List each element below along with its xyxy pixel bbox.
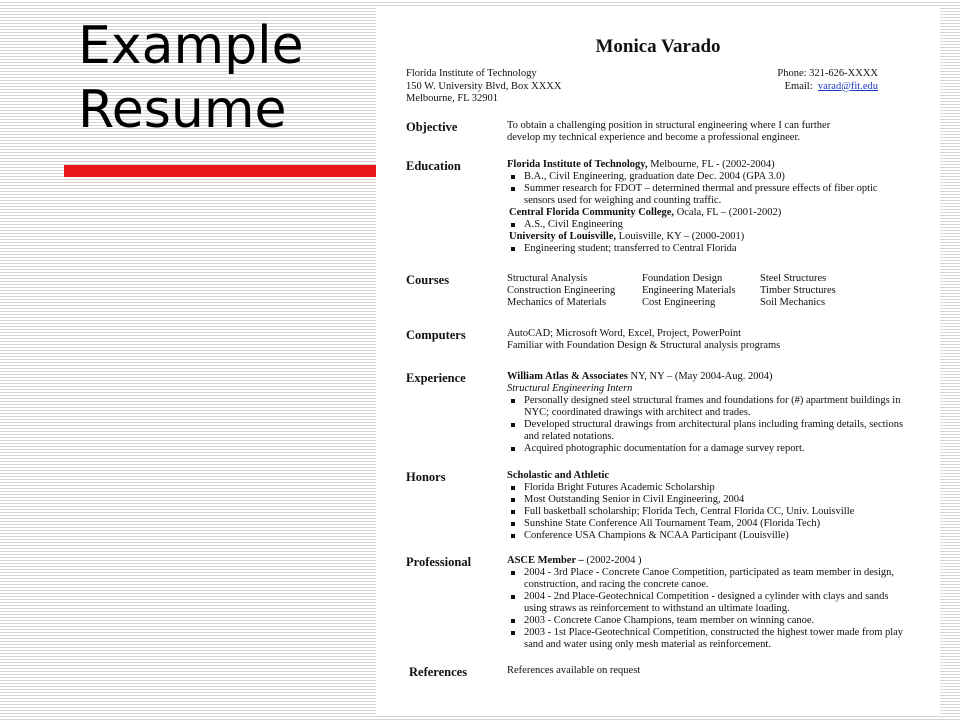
professional-heading bbox=[507, 555, 904, 567]
course-item: Structural Analysis bbox=[507, 273, 588, 284]
list-item: Summer research for FDOT – determined thermal and pressure effects of fiber optic sensors used for weighing and counting traffic. bbox=[507, 183, 904, 207]
school-heading bbox=[507, 159, 904, 171]
bullet-list bbox=[507, 482, 904, 542]
section-label: Education bbox=[406, 159, 461, 173]
bullet-list bbox=[507, 567, 904, 651]
section-label: References bbox=[409, 665, 468, 679]
section-body bbox=[507, 120, 904, 144]
school-detail: Louisville, KY – (2000-2001) bbox=[616, 231, 745, 242]
list-item: 2003 - Concrete Canoe Champions, team member on winning canoe. bbox=[507, 615, 904, 627]
school-name: Central Florida Community College, bbox=[509, 207, 675, 218]
contact-phone-email bbox=[777, 68, 878, 93]
phone-text: Phone: 321-626-XXXX bbox=[777, 68, 878, 79]
courses-grid bbox=[507, 273, 904, 309]
email-label: Email: bbox=[784, 80, 813, 92]
list-item: Florida Bright Futures Academic Scholarship bbox=[507, 482, 904, 494]
list-item: 2003 - 1st Place-Geotechnical Competition, constructed the highest tower made from play sand and water using only mesh material as reinforcement. bbox=[507, 627, 904, 651]
section-label: Honors bbox=[406, 470, 446, 484]
honors-heading bbox=[507, 470, 904, 482]
list-item: Full basketball scholarship; Florida Tech, Central Florida CC, Univ. Louisville bbox=[507, 506, 904, 518]
course-item: Foundation Design bbox=[642, 273, 723, 284]
course-item: Cost Engineering bbox=[642, 297, 716, 308]
list-item: Acquired photographic documentation for a damage survey report. bbox=[507, 443, 904, 455]
section-label: Courses bbox=[406, 273, 450, 287]
bullet-list bbox=[507, 395, 904, 455]
course-item: Steel Structures bbox=[760, 273, 827, 284]
references-text: References available on request bbox=[507, 665, 641, 676]
school-heading bbox=[507, 207, 904, 219]
section-body bbox=[507, 470, 904, 542]
resume-name: Monica Varado bbox=[595, 36, 721, 57]
list-item: 2004 - 3rd Place - Concrete Canoe Competition, participated as team member in design, construction, and racing the concrete canoe. bbox=[507, 567, 904, 591]
section-label: Computers bbox=[406, 328, 466, 342]
course-item: Engineering Materials bbox=[642, 285, 736, 296]
list-item: Most Outstanding Senior in Civil Engineering, 2004 bbox=[507, 494, 904, 506]
list-item: B.A., Civil Engineering, graduation date Dec. 2004 (GPA 3.0) bbox=[507, 171, 904, 183]
list-item: A.S., Civil Engineering bbox=[507, 219, 904, 231]
computers-line: Familiar with Foundation Design & Structural analysis programs bbox=[507, 340, 781, 351]
honors-heading-text: Scholastic and Athletic bbox=[507, 470, 610, 481]
section-label: Objective bbox=[406, 120, 458, 134]
list-item: 2004 - 2nd Place-Geotechnical Competition - designed a cylinder with clays and sands using straws as reinforcement to withstand an ultimate loading. bbox=[507, 591, 904, 615]
objective-line: To obtain a challenging position in structural engineering where I can further bbox=[507, 120, 831, 131]
section-body bbox=[507, 555, 904, 651]
bullet-list bbox=[507, 171, 904, 207]
course-item: Timber Structures bbox=[760, 285, 836, 296]
professional-heading-detail: (2002-2004 ) bbox=[583, 555, 642, 566]
contact-line: 150 W. University Blvd, Box XXXX bbox=[406, 80, 562, 92]
list-item: Sunshine State Conference All Tournament Team, 2004 (Florida Tech) bbox=[507, 518, 904, 530]
section-body bbox=[507, 371, 904, 455]
school-detail: Ocala, FL – (2001-2002) bbox=[674, 207, 782, 218]
course-item: Soil Mechanics bbox=[760, 297, 826, 308]
objective-line: develop my technical experience and become a professional engineer. bbox=[507, 132, 800, 143]
job-title: Structural Engineering Intern bbox=[507, 383, 633, 394]
contact-line: Melbourne, FL 32901 bbox=[406, 93, 499, 104]
list-item: Personally designed steel structural frames and foundations for (#) apartment buildings in NYC; coordinated drawings with architect and trades. bbox=[507, 395, 904, 419]
email-link[interactable]: varad@fit.edu bbox=[817, 80, 878, 92]
email-line bbox=[777, 81, 878, 94]
list-item: Engineering student; transferred to Central Florida bbox=[507, 243, 904, 255]
bullet-list bbox=[507, 243, 904, 255]
school-heading bbox=[507, 231, 904, 243]
contact-line: Florida Institute of Technology bbox=[406, 68, 537, 79]
computers-line: AutoCAD; Microsoft Word, Excel, Project, PowerPoint bbox=[507, 328, 742, 339]
school-detail: Melbourne, FL - (2002-2004) bbox=[647, 159, 775, 170]
resume-page bbox=[376, 6, 940, 716]
professional-heading-text: ASCE Member – bbox=[507, 555, 584, 566]
employer-name: William Atlas & Associates bbox=[507, 371, 628, 382]
list-item: Developed structural drawings from architectural plans including framing details, sections and related notations. bbox=[507, 419, 904, 443]
employer-heading bbox=[507, 371, 904, 383]
section-label: Professional bbox=[406, 555, 472, 569]
school-name: Florida Institute of Technology, bbox=[507, 159, 648, 170]
school-name: University of Louisville, bbox=[509, 231, 617, 242]
employer-detail: NY, NY – (May 2004-Aug. 2004) bbox=[627, 371, 773, 382]
contact-address bbox=[406, 68, 561, 106]
list-item: Conference USA Champions & NCAA Participant (Louisville) bbox=[507, 530, 904, 542]
title-underline-bar bbox=[64, 165, 376, 177]
course-item: Mechanics of Materials bbox=[507, 297, 607, 308]
bullet-list bbox=[507, 219, 904, 231]
slide-title: Example Resume bbox=[78, 16, 304, 140]
course-item: Construction Engineering bbox=[507, 285, 616, 296]
section-body bbox=[507, 328, 904, 352]
section-label: Experience bbox=[406, 371, 466, 385]
section-body bbox=[507, 159, 904, 255]
